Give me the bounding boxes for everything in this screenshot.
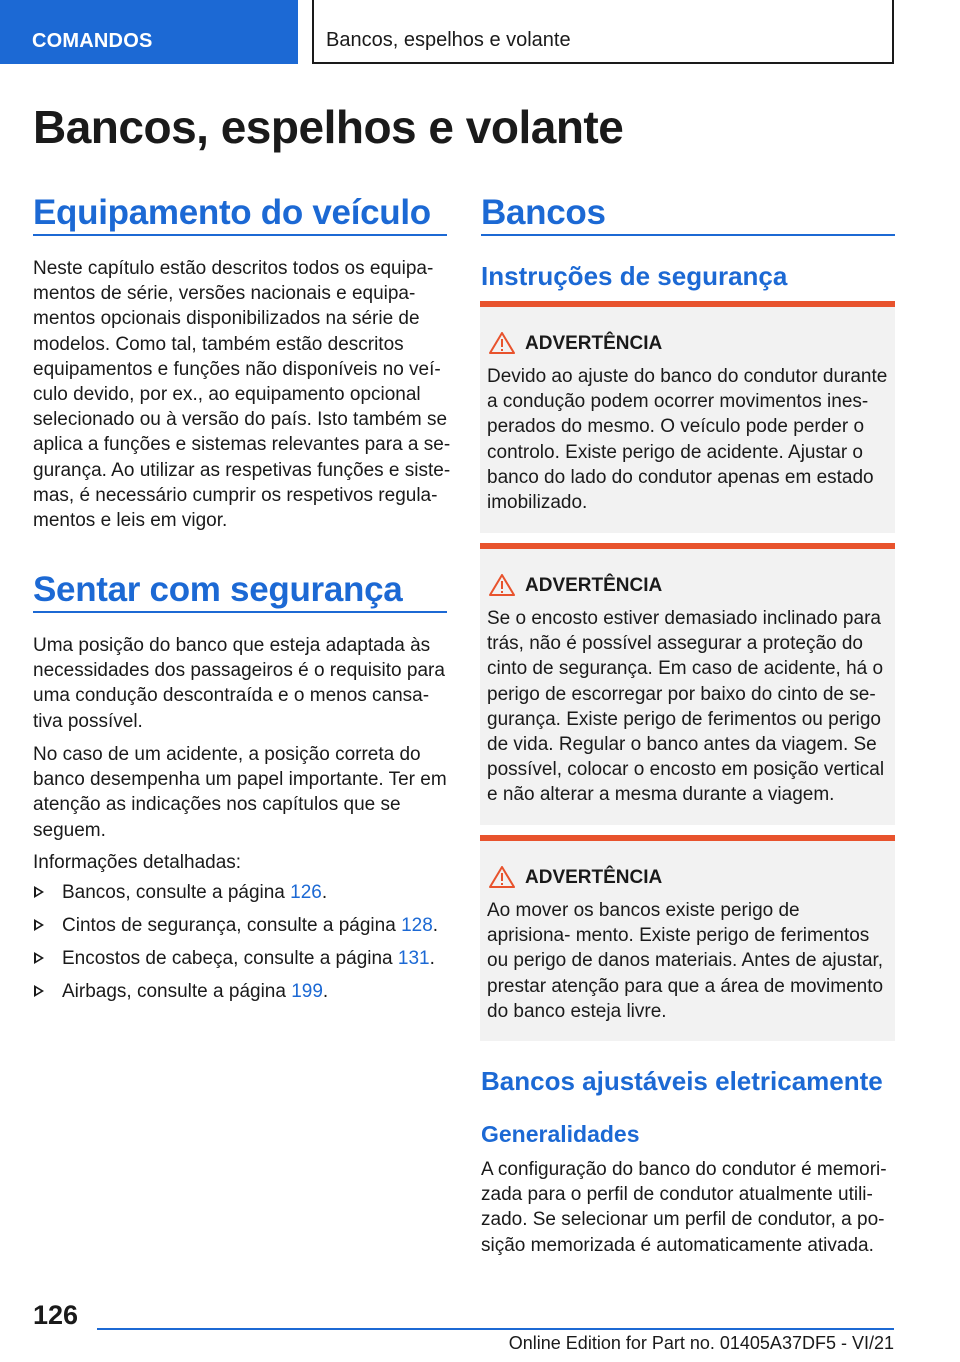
list-item: Bancos, consulte a página 126. xyxy=(33,880,453,913)
bullet-triangle-icon xyxy=(34,952,44,964)
heading-eletricamente: Bancos ajustáveis eletricamente xyxy=(481,1066,883,1096)
page-link[interactable]: 126 xyxy=(290,882,322,903)
footer-rule xyxy=(97,1328,894,1330)
heading-equipamento: Equipamento do veículo xyxy=(33,193,431,232)
bullet-triangle-icon xyxy=(34,886,44,898)
heading-rule xyxy=(481,234,895,236)
warning-text: Se o encosto estiver demasiado inclinado para trás, não é possível assegurar a proteção do cinto de segurança. Em caso de acidente, há o perigo de escorregar por baixo do cinto de se‐ gurança. Existe perigo de ferimentos ou perigo de vida. Regular o banco antes da viagem. Se possível, colocar o encosto em posição vertical e não alterar a mesma durante a viagem. xyxy=(487,608,885,806)
list-item: Airbags, consulte a página 199. xyxy=(33,979,453,1012)
warning-box-2 xyxy=(480,543,895,825)
warning-box-1 xyxy=(480,301,895,533)
heading-generalidades: Generalidades xyxy=(481,1121,640,1147)
bullet-triangle-icon xyxy=(34,919,44,931)
reference-list xyxy=(33,880,453,1012)
list-item: Encostos de cabeça, consulte a página 131. xyxy=(33,946,453,979)
heading-rule xyxy=(33,611,447,613)
sentar-paragraph-2: No caso de um acidente, a posição correta do banco desempenha um papel importante. Ter em atenção as indicações nos capítulos que se seguem. xyxy=(33,744,447,841)
warning-label: ADVERTÊNCIA xyxy=(525,867,663,888)
warning-triangle-icon xyxy=(489,332,515,354)
heading-rule xyxy=(33,234,447,236)
warning-label: ADVERTÊNCIA xyxy=(525,333,663,354)
bullet-triangle-icon xyxy=(34,985,44,997)
page-link[interactable]: 131 xyxy=(397,948,430,969)
warning-label: ADVERTÊNCIA xyxy=(525,575,663,596)
warning-text: Ao mover os bancos existe perigo de aprisiona‐ mento. Existe perigo de ferimentos ou perigo de danos materiais. Antes de ajustar, prestar atenção para que a área de movimento do banco esteja livre. xyxy=(487,900,884,1022)
info-label: Informações detalhadas: xyxy=(33,852,242,873)
page-link[interactable]: 128 xyxy=(401,915,433,936)
sentar-paragraph-1: Uma posição do banco que esteja adaptada às necessidades dos passageiros é o requisito para uma condução descontraída e o menos cansa‐ tiva possível. xyxy=(33,635,445,732)
page-number: 126 xyxy=(33,1300,79,1330)
warning-text: Devido ao ajuste do banco do condutor durante a condução podem ocorrer movimentos ines‐ perados do mesmo. O veículo pode perder o controlo. Existe perigo de acidente. Ajustar o banco do lado do condutor apenas em estado imobilizado. xyxy=(487,366,888,514)
page-title: Bancos, espelhos e volante xyxy=(33,101,624,153)
heading-sentar: Sentar com segurança xyxy=(33,570,403,609)
page-link[interactable]: 199 xyxy=(291,981,323,1002)
section-tab: COMANDOS xyxy=(0,0,298,64)
heading-bancos: Bancos xyxy=(481,193,606,232)
warning-triangle-icon xyxy=(489,866,515,888)
list-item: Cintos de segurança, consulte a página 128. xyxy=(33,913,453,946)
edition-note: Online Edition for Part no. 01405A37DF5 - VI/21 xyxy=(508,1333,894,1353)
equipamento-paragraph: Neste capítulo estão descritos todos os equipa‐ mentos de série, versões nacionais e equipa‐ mentos opcionais disponibilizados na série de modelos. Como tal, também estão descritos equipamentos e funções não disponíveis no veí‐ culo devido, por ex., ao equipamento opcional selecionado ou à versão do país. Isto também se aplica a funções e sistemas relevantes para a se‐ gurança. Ao utilizar as respetivas funções e siste‐ mas, é necessário cumprir os respetivos regula‐ mentos e leis em vigor. xyxy=(33,258,451,532)
warning-box-3 xyxy=(480,835,895,1041)
chapter-header: Bancos, espelhos e volante xyxy=(312,0,894,64)
heading-instrucoes: Instruções de segurança xyxy=(481,261,788,291)
generalidades-paragraph: A configuração do banco do condutor é memori‐ zada para o perfil de condutor atualmente utili‐ zado. Se selecionar um perfil de condutor, a po‐ sição memorizada é automaticamente ativada. xyxy=(481,1159,887,1256)
warning-triangle-icon xyxy=(489,574,515,596)
